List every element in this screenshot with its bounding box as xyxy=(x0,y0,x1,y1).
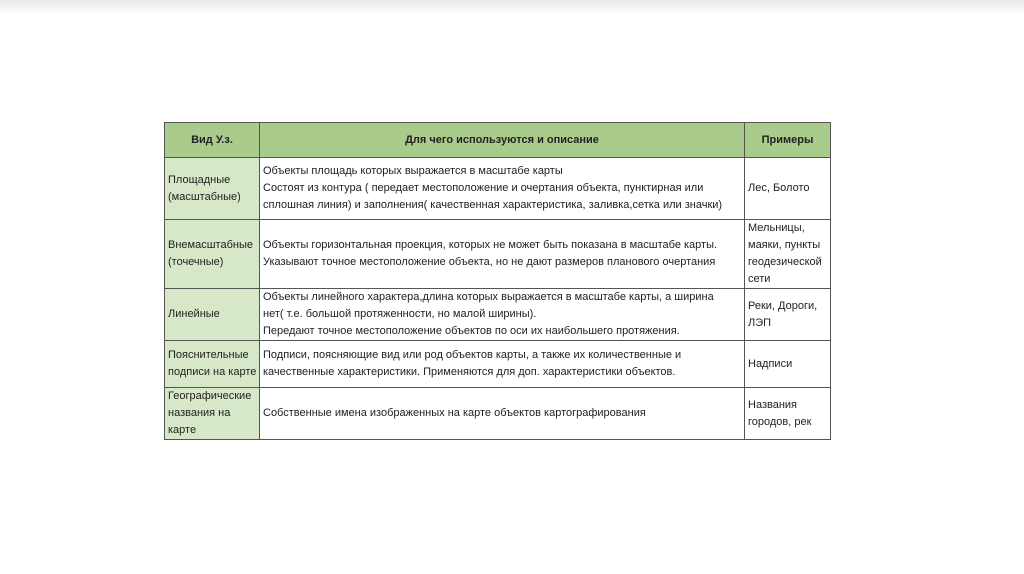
description-line: Объекты горизонтальная проекция, которых не может быть показана в масштабе карты. xyxy=(263,239,718,251)
examples-cell xyxy=(745,388,831,440)
example-line: сети xyxy=(748,273,771,285)
example-line: Лес, Болото xyxy=(748,182,810,194)
type-line: Внемасштабные xyxy=(168,239,253,251)
description-line: Объекты линейного характера,длина которых выражается в масштабе карты, а ширина xyxy=(263,291,714,303)
examples-cell xyxy=(745,158,831,220)
table-row xyxy=(165,220,831,289)
examples-cell xyxy=(745,220,831,289)
table-row xyxy=(165,388,831,440)
example-line: геодезической xyxy=(748,256,822,268)
type-line: Площадные xyxy=(168,173,231,186)
type-line: (точечные) xyxy=(168,256,224,268)
header-row xyxy=(165,123,831,158)
legend-table xyxy=(164,122,831,440)
example-line: Мельницы, xyxy=(748,222,805,234)
table-row xyxy=(165,289,831,341)
examples-cell xyxy=(745,289,831,341)
description-cell xyxy=(260,388,745,440)
type-cell xyxy=(165,341,260,388)
header-description: Для чего используются и описание xyxy=(260,123,745,158)
description-line: качественные характеристики. Применяются для доп. характеристики объектов. xyxy=(263,366,676,378)
table-row xyxy=(165,341,831,388)
description-line: сплошная линия) и заполнения( качественная характеристика, заливка,сетка или значки) xyxy=(263,199,723,211)
description-cell xyxy=(260,341,745,388)
example-line: маяки, пункты xyxy=(748,239,821,251)
example-line: Реки, Дороги, xyxy=(748,299,818,312)
description-cell xyxy=(260,220,745,289)
type-line: Пояснительные xyxy=(168,349,249,361)
description-line: Объекты площадь которых выражается в масштабе карты xyxy=(263,165,563,177)
type-line: Линейные xyxy=(168,308,220,320)
description-cell xyxy=(260,158,745,220)
description-line: Подписи, поясняющие вид или род объектов карты, а также их количественные и xyxy=(263,349,682,361)
top-shadow xyxy=(0,0,1024,14)
type-line: карте xyxy=(168,424,197,436)
type-line: (масштабные) xyxy=(168,190,241,203)
type-line: названия на xyxy=(168,407,231,419)
type-cell xyxy=(165,289,260,341)
description-line: нет( т.е. большой протяженности, но малой ширины). xyxy=(263,308,537,320)
type-cell xyxy=(165,220,260,289)
example-line: Надписи xyxy=(748,357,793,370)
header-examples: Примеры xyxy=(745,123,831,158)
table-row xyxy=(165,158,831,220)
example-line: Названия xyxy=(748,398,797,411)
header-type: Вид У.з. xyxy=(165,123,260,158)
description-line: Собственные имена изображенных на карте объектов картографирования xyxy=(263,407,646,419)
example-line: городов, рек xyxy=(748,415,812,428)
type-cell xyxy=(165,158,260,220)
examples-cell xyxy=(745,341,831,388)
description-cell xyxy=(260,289,745,341)
description-line: Указывают точное местоположение объекта, но не дают размеров планового очертания xyxy=(263,256,716,268)
type-line: подписи на карте xyxy=(168,366,257,378)
type-cell xyxy=(165,388,260,440)
description-line: Передают точное местоположение объектов по оси их наибольшего протяжения. xyxy=(263,325,680,337)
example-line: ЛЭП xyxy=(748,316,772,329)
type-line: Географические xyxy=(168,390,252,402)
description-line: Состоят из контура ( передает местоположение и очертания объекта, пунктирная или xyxy=(263,182,704,194)
